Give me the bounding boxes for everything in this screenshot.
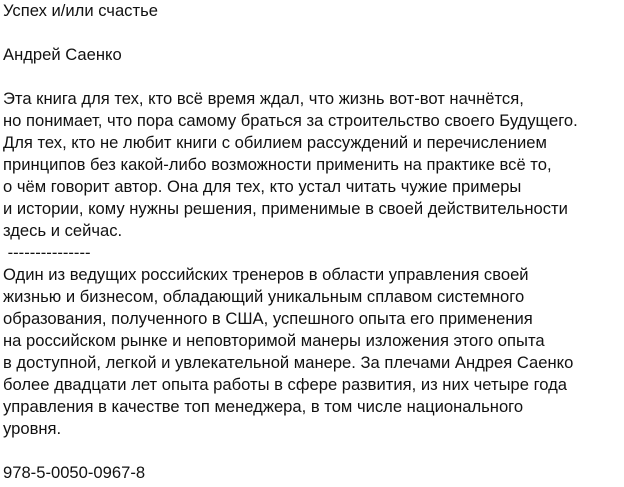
description-line: уровня. — [3, 419, 62, 438]
description-line: более двадцати лет опыта работы в сфере развития, из них четыре года — [3, 375, 568, 394]
book-title: Успех и/или счастье — [3, 1, 158, 20]
description-line: на российском рынке и неповторимой манеры изложения этого опыта — [3, 331, 545, 350]
separator-line: --------------- — [3, 243, 91, 262]
description-line: в доступной, легкой и увлекательной манере. За плечами Андрея Саенко — [3, 353, 574, 372]
book-author: Андрей Саенко — [3, 45, 122, 64]
description-line: управления в качестве топ менеджера, в том числе национального — [3, 397, 524, 416]
book-description — [3, 88, 624, 440]
description-line: принципов без какой-либо возможности применить на практике всё то, — [3, 155, 552, 174]
description-line: Для тех, кто не любит книги с обилием рассуждений и перечислением — [3, 133, 547, 152]
description-line: но понимает, что пора самому браться за строительство своего Будущего. — [3, 111, 578, 130]
isbn: 978-5-0050-0967-8 — [3, 463, 146, 482]
description-line: и истории, кому нужны решения, применимые в своей действительности — [3, 199, 568, 218]
description-line: здесь и сейчас. — [3, 221, 123, 240]
description-line: Эта книга для тех, кто всё время ждал, что жизнь вот-вот начнётся, — [3, 89, 524, 108]
description-line: жизнью и бизнесом, обладающий уникальным сплавом системного — [3, 287, 525, 306]
description-line: Один из ведущих российских тренеров в области управления своей — [3, 265, 529, 284]
description-line: о чём говорит автор. Она для тех, кто устал читать чужие примеры — [3, 177, 522, 196]
description-line: образования, полученного в США, успешного опыта его применения — [3, 309, 533, 328]
document-body — [3, 0, 624, 484]
